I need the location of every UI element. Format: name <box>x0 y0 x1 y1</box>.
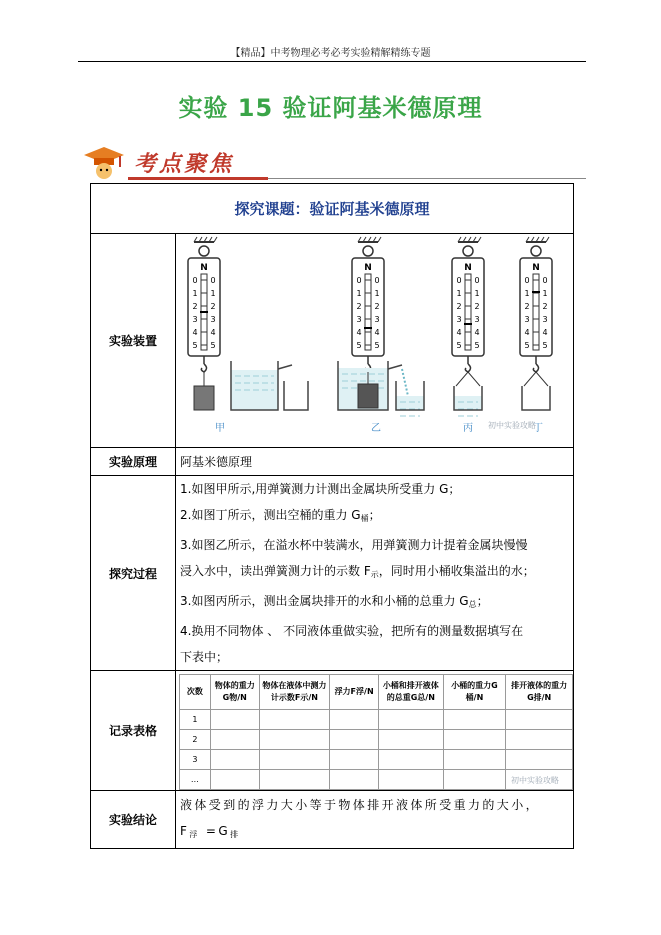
scale-tick-label: 1 <box>356 288 362 298</box>
scale-ring <box>199 246 209 256</box>
small-bucket <box>522 386 550 410</box>
scale-tick-label: 0 <box>542 275 548 285</box>
step-3: 3.如图乙所示，在溢水杯中装满水，用弹簧测力计提着金属块慢慢 <box>180 538 528 552</box>
scale-unit-label: N <box>532 262 540 273</box>
scale-ring <box>463 246 473 256</box>
experiment-table <box>90 183 574 849</box>
step-1: 1.如图甲所示,用弹簧测力计测出金属块所受重力 G； <box>180 482 461 496</box>
scale-tick-label: 2 <box>524 301 530 311</box>
scale-tick-label: 3 <box>456 314 462 324</box>
scale-tick-label: 0 <box>192 275 198 285</box>
metal-block <box>194 386 214 410</box>
record-header-cell: 次数 <box>180 675 211 710</box>
scale-ring <box>531 246 541 256</box>
record-cell <box>330 710 379 730</box>
water <box>454 396 482 410</box>
record-row <box>180 750 573 770</box>
header-rule <box>78 61 586 62</box>
scale-tick-label: 2 <box>374 301 380 311</box>
scale-tick-label: 0 <box>456 275 462 285</box>
scale-tick-label: 1 <box>210 288 216 298</box>
record-header-cell: 小桶的重力G桶/N <box>443 675 506 710</box>
record-cell: 1 <box>180 710 211 730</box>
scale-tick-label: 5 <box>456 340 462 350</box>
record-row <box>180 710 573 730</box>
scale-hook <box>533 364 538 372</box>
scale-tick-label: 5 <box>192 340 198 350</box>
scale-tick-label: 2 <box>456 301 462 311</box>
scale-tick-label: 0 <box>210 275 216 285</box>
scale-tick-label: 1 <box>374 288 380 298</box>
topic-cell: 探究课题：验证阿基米德原理 <box>91 184 574 234</box>
record-cell <box>330 770 379 790</box>
scale-tick-label: 2 <box>210 301 216 311</box>
scale-tick-label: 5 <box>474 340 480 350</box>
record-cell <box>330 750 379 770</box>
scale-tick-label: 3 <box>356 314 362 324</box>
apparatus-figure <box>176 236 566 446</box>
scale-tick-label: 1 <box>474 288 480 298</box>
record-cell <box>330 730 379 750</box>
record-header-cell: 小桶和排开液体的总重G总/N <box>379 675 444 710</box>
record-cell: 3 <box>180 750 211 770</box>
conclusion-label: 实验结论 <box>91 791 176 849</box>
scale-slot <box>533 274 539 350</box>
record-cell <box>506 750 573 770</box>
record-header-cell: 排开液体的重力G排/N <box>506 675 573 710</box>
record-cell <box>259 730 330 750</box>
scale-tick-label: 0 <box>374 275 380 285</box>
scale-tick-label: 2 <box>542 301 548 311</box>
scale-tick-label: 2 <box>192 301 198 311</box>
figure-caption: 乙 <box>371 422 381 434</box>
record-watermark: 初中实验攻略 <box>511 776 559 785</box>
scale-tick-label: 5 <box>542 340 548 350</box>
bucket-string <box>524 372 536 386</box>
small-bucket <box>284 381 308 410</box>
record-header-cell: 物体在液体中测力计示数F示/N <box>259 675 330 710</box>
figure-watermark: 初中实验攻略 <box>488 420 536 430</box>
scale-tick-label: 1 <box>456 288 462 298</box>
support-hatch <box>546 237 549 242</box>
scale-tick-label: 3 <box>374 314 380 324</box>
record-cell <box>443 770 506 790</box>
support-hatch <box>378 237 381 242</box>
bucket-string <box>456 372 468 386</box>
banner-text: 考点聚焦 <box>134 151 235 177</box>
scale-tick-label: 5 <box>356 340 362 350</box>
scale-tick-label: 3 <box>210 314 216 324</box>
step-4: 3.如图丙所示，测出金属块排开的水和小桶的总重力 $G_总$； <box>180 594 489 609</box>
scale-tick-label: 3 <box>524 314 530 324</box>
overflow-stream <box>402 369 408 396</box>
scale-hook <box>201 364 206 372</box>
scale-tick-label: 4 <box>524 327 530 337</box>
principle-label: 实验原理 <box>91 448 176 476</box>
record-cell <box>379 770 444 790</box>
scale-tick-label: 5 <box>374 340 380 350</box>
scale-unit-label: N <box>364 262 372 273</box>
banner-rule-thin <box>268 178 586 179</box>
apparatus-cell <box>176 234 574 448</box>
scale-tick-label: 0 <box>356 275 362 285</box>
record-cell <box>379 750 444 770</box>
overflow-cup-spout <box>388 365 402 369</box>
scale-tick-label: 4 <box>456 327 462 337</box>
graduation-cap-icon <box>80 143 128 181</box>
record-cell <box>259 750 330 770</box>
scale-unit-label: N <box>200 262 208 273</box>
apparatus-label: 实验装置 <box>91 234 176 448</box>
bucket-string <box>468 372 480 386</box>
figure-caption: 甲 <box>215 422 225 434</box>
scale-tick-label: 4 <box>374 327 380 337</box>
record-cell <box>443 730 506 750</box>
record-header-cell: 物体的重力G物/N <box>210 675 259 710</box>
scale-slot <box>465 274 471 350</box>
scale-tick-label: 1 <box>524 288 530 298</box>
scale-unit-label: N <box>464 262 472 273</box>
record-cell <box>443 750 506 770</box>
conclusion-line: 液体受到的浮力大小等于物体排开液体所受重力的大小， <box>180 797 541 812</box>
process-label: 探究过程 <box>91 476 176 671</box>
record-cell <box>259 770 330 790</box>
record-cell <box>379 710 444 730</box>
running-header: 【精品】中考物理必考必考实验精解精练专题 <box>230 48 431 59</box>
record-table <box>179 674 573 790</box>
scale-tick-label: 4 <box>356 327 362 337</box>
scale-hook <box>465 364 470 372</box>
support-hatch <box>214 237 217 242</box>
figure-caption: 丙 <box>463 422 473 434</box>
water <box>396 396 424 410</box>
step-2: 2.如图丁所示，测出空桶的重力 $G_桶$； <box>180 508 381 523</box>
scale-tick-label: 2 <box>474 301 480 311</box>
scale-tick-label: 3 <box>542 314 548 324</box>
record-label: 记录表格 <box>91 671 176 791</box>
banner-rule <box>128 177 268 180</box>
metal-block <box>358 384 378 408</box>
scale-tick-label: 1 <box>542 288 548 298</box>
conclusion-text <box>176 791 574 849</box>
step-5-cont: 下表中； <box>180 650 229 664</box>
scale-tick-label: 0 <box>524 275 530 285</box>
record-row <box>180 730 573 750</box>
scale-tick-label: 5 <box>210 340 216 350</box>
bucket-string <box>536 372 548 386</box>
record-cell: 2 <box>180 730 211 750</box>
page-title: 实验 15 验证阿基米德原理 <box>178 94 483 122</box>
record-cell <box>259 710 330 730</box>
scale-tick-label: 4 <box>210 327 216 337</box>
record-cell <box>210 730 259 750</box>
step-3-cont: 浸入水中，读出弹簧测力计的示数 $F_示$，同时用小桶收集溢出的水； <box>180 564 535 579</box>
record-cell <box>210 750 259 770</box>
step-5: 4.换用不同物体 、 不同液体重做实验，把所有的测量数据填写在 <box>180 624 524 638</box>
scale-slot <box>365 274 371 350</box>
overflow-cup-spout <box>278 365 292 369</box>
support-hatch <box>478 237 481 242</box>
conclusion-formula: $F_浮 =G_排$ <box>180 823 241 839</box>
principle-value: 阿基米德原理 <box>176 448 574 476</box>
scale-tick-label: 2 <box>356 301 362 311</box>
figure-caption: 丁 <box>533 422 543 434</box>
record-cell <box>506 710 573 730</box>
scale-ring <box>363 246 373 256</box>
record-cell <box>176 671 574 791</box>
scale-tick-label: 1 <box>192 288 198 298</box>
record-cell <box>210 770 259 790</box>
scale-tick-label: 3 <box>474 314 480 324</box>
scale-tick-label: 0 <box>474 275 480 285</box>
record-header-cell: 浮力F浮/N <box>330 675 379 710</box>
process-steps <box>176 476 574 671</box>
scale-tick-label: 4 <box>542 327 548 337</box>
record-cell <box>506 730 573 750</box>
scale-tick-label: 3 <box>192 314 198 324</box>
record-cell <box>443 710 506 730</box>
scale-tick-label: 4 <box>192 327 198 337</box>
scale-tick-label: 4 <box>474 327 480 337</box>
record-cell: … <box>180 770 211 790</box>
scale-tick-label: 5 <box>524 340 530 350</box>
section-banner <box>78 143 586 183</box>
record-cell <box>210 710 259 730</box>
record-cell <box>379 730 444 750</box>
